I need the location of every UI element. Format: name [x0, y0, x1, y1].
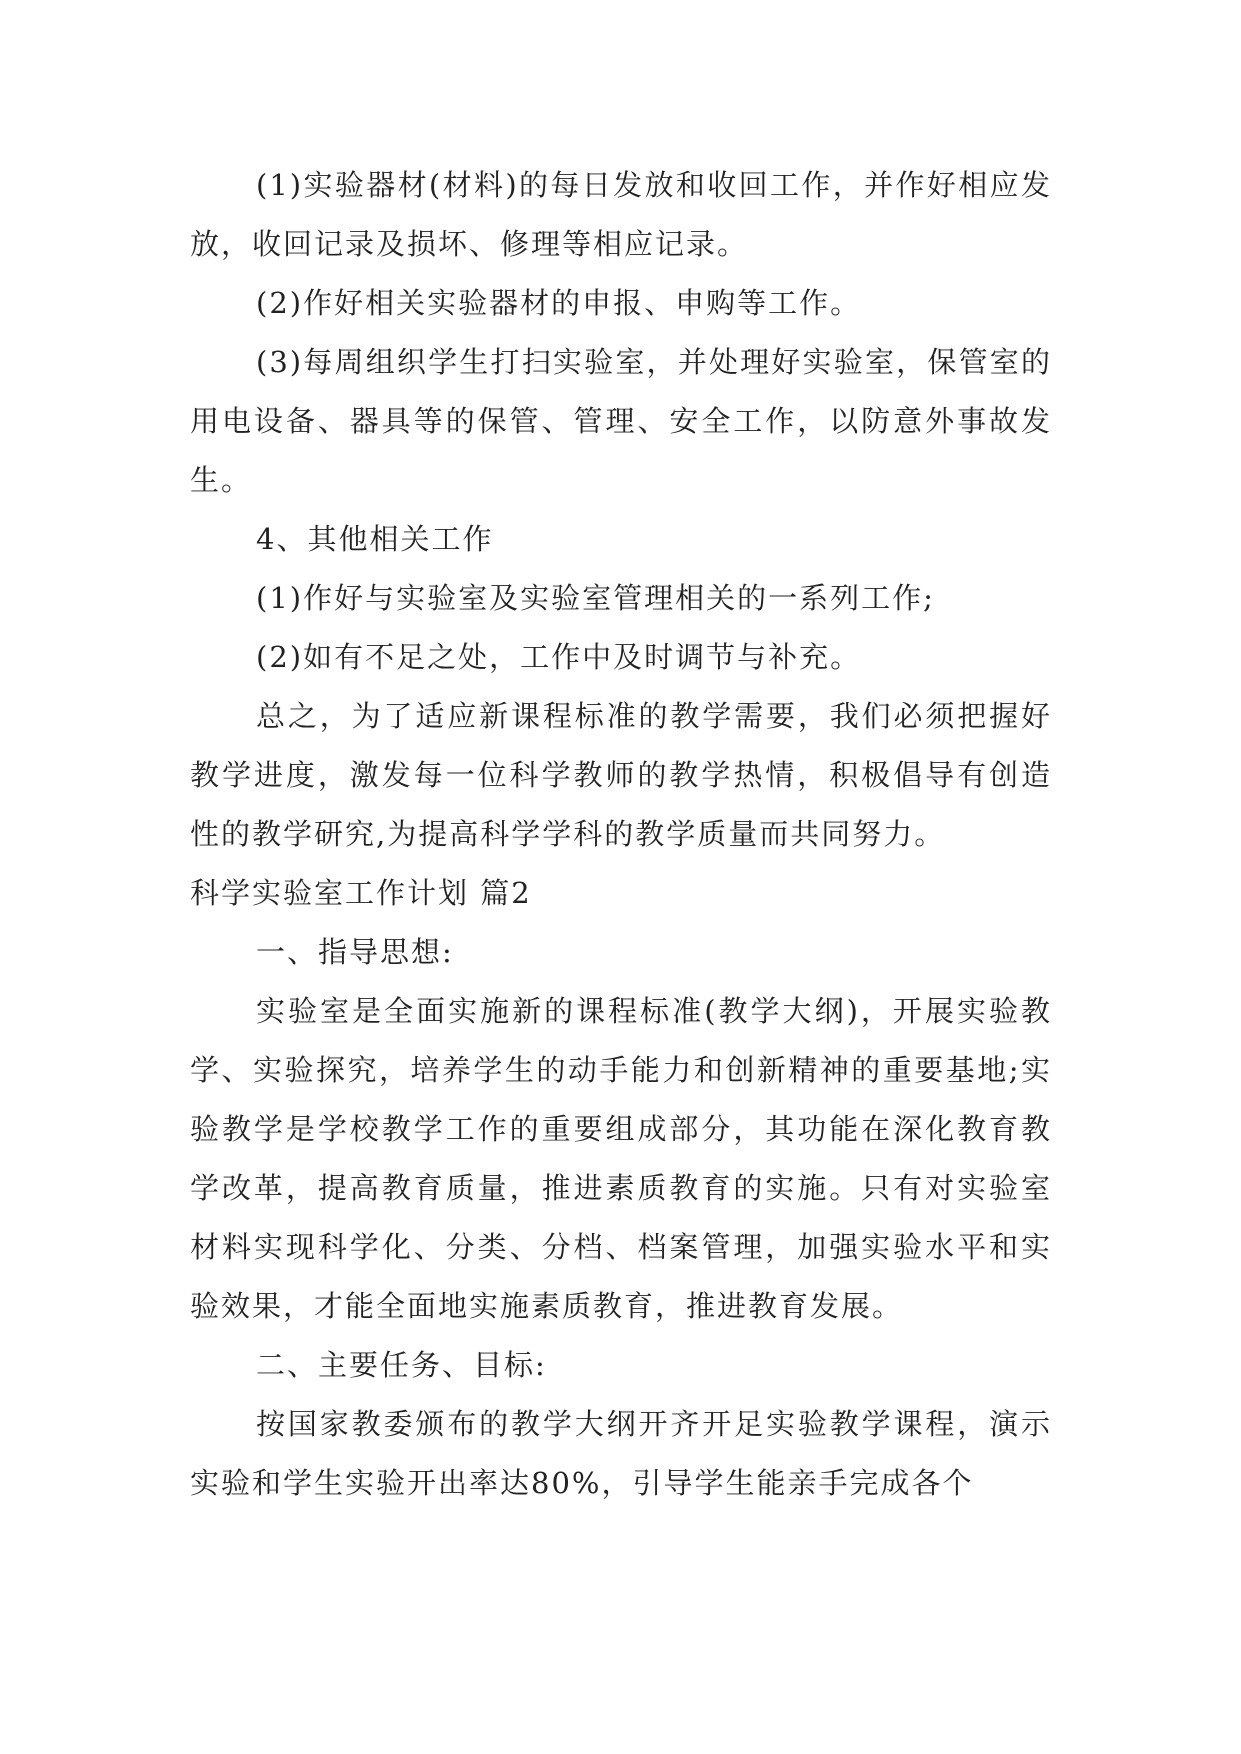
- document-section-title: 科学实验室工作计划 篇2: [190, 876, 532, 910]
- paragraph: (2)作好相关实验器材的申报、申购等工作。: [256, 286, 862, 320]
- paragraph: 总之，为了适应新课程标准的教学需要，我们必须把握好教学进度，激发每一位科学教师的教学热情，积极倡导有创造性的教学研究,为提高科学学科的教学质量而共同努力。: [190, 699, 1052, 851]
- section-heading: 4、其他相关工作: [256, 522, 494, 556]
- paragraph: 按国家教委颁布的教学大纲开齐开足实验教学课程，演示实验和学生实验开出率达80%，引导学生能亲手完成各个: [190, 1407, 1052, 1500]
- section-heading: 二、主要任务、目标:: [256, 1348, 547, 1382]
- paragraph: 实验室是全面实施新的课程标准(教学大纲)，开展实验教学、实验探究，培养学生的动手能力和创新精神的重要基地;实验教学是学校教学工作的重要组成部分，其功能在深化教育教学改革，提高教育质量，推进素质教育的实施。只有对实验室材料实现科学化、分类、分档、档案管理，加强实验水平和实验效果，才能全面地实施素质教育，推进教育发展。: [190, 994, 1052, 1323]
- paragraph: (1)实验器材(材料)的每日发放和收回工作，并作好相应发放，收回记录及损坏、修理等相应记录。: [190, 168, 1052, 261]
- document-page: [190, 156, 1052, 1513]
- paragraph: (3)每周组织学生打扫实验室，并处理好实验室，保管室的用电设备、器具等的保管、管理、安全工作，以防意外事故发生。: [190, 345, 1052, 497]
- section-heading: 一、指导思想:: [256, 935, 454, 969]
- paragraph: (1)作好与实验室及实验室管理相关的一系列工作;: [256, 581, 935, 615]
- paragraph: (2)如有不足之处，工作中及时调节与补充。: [256, 640, 862, 674]
